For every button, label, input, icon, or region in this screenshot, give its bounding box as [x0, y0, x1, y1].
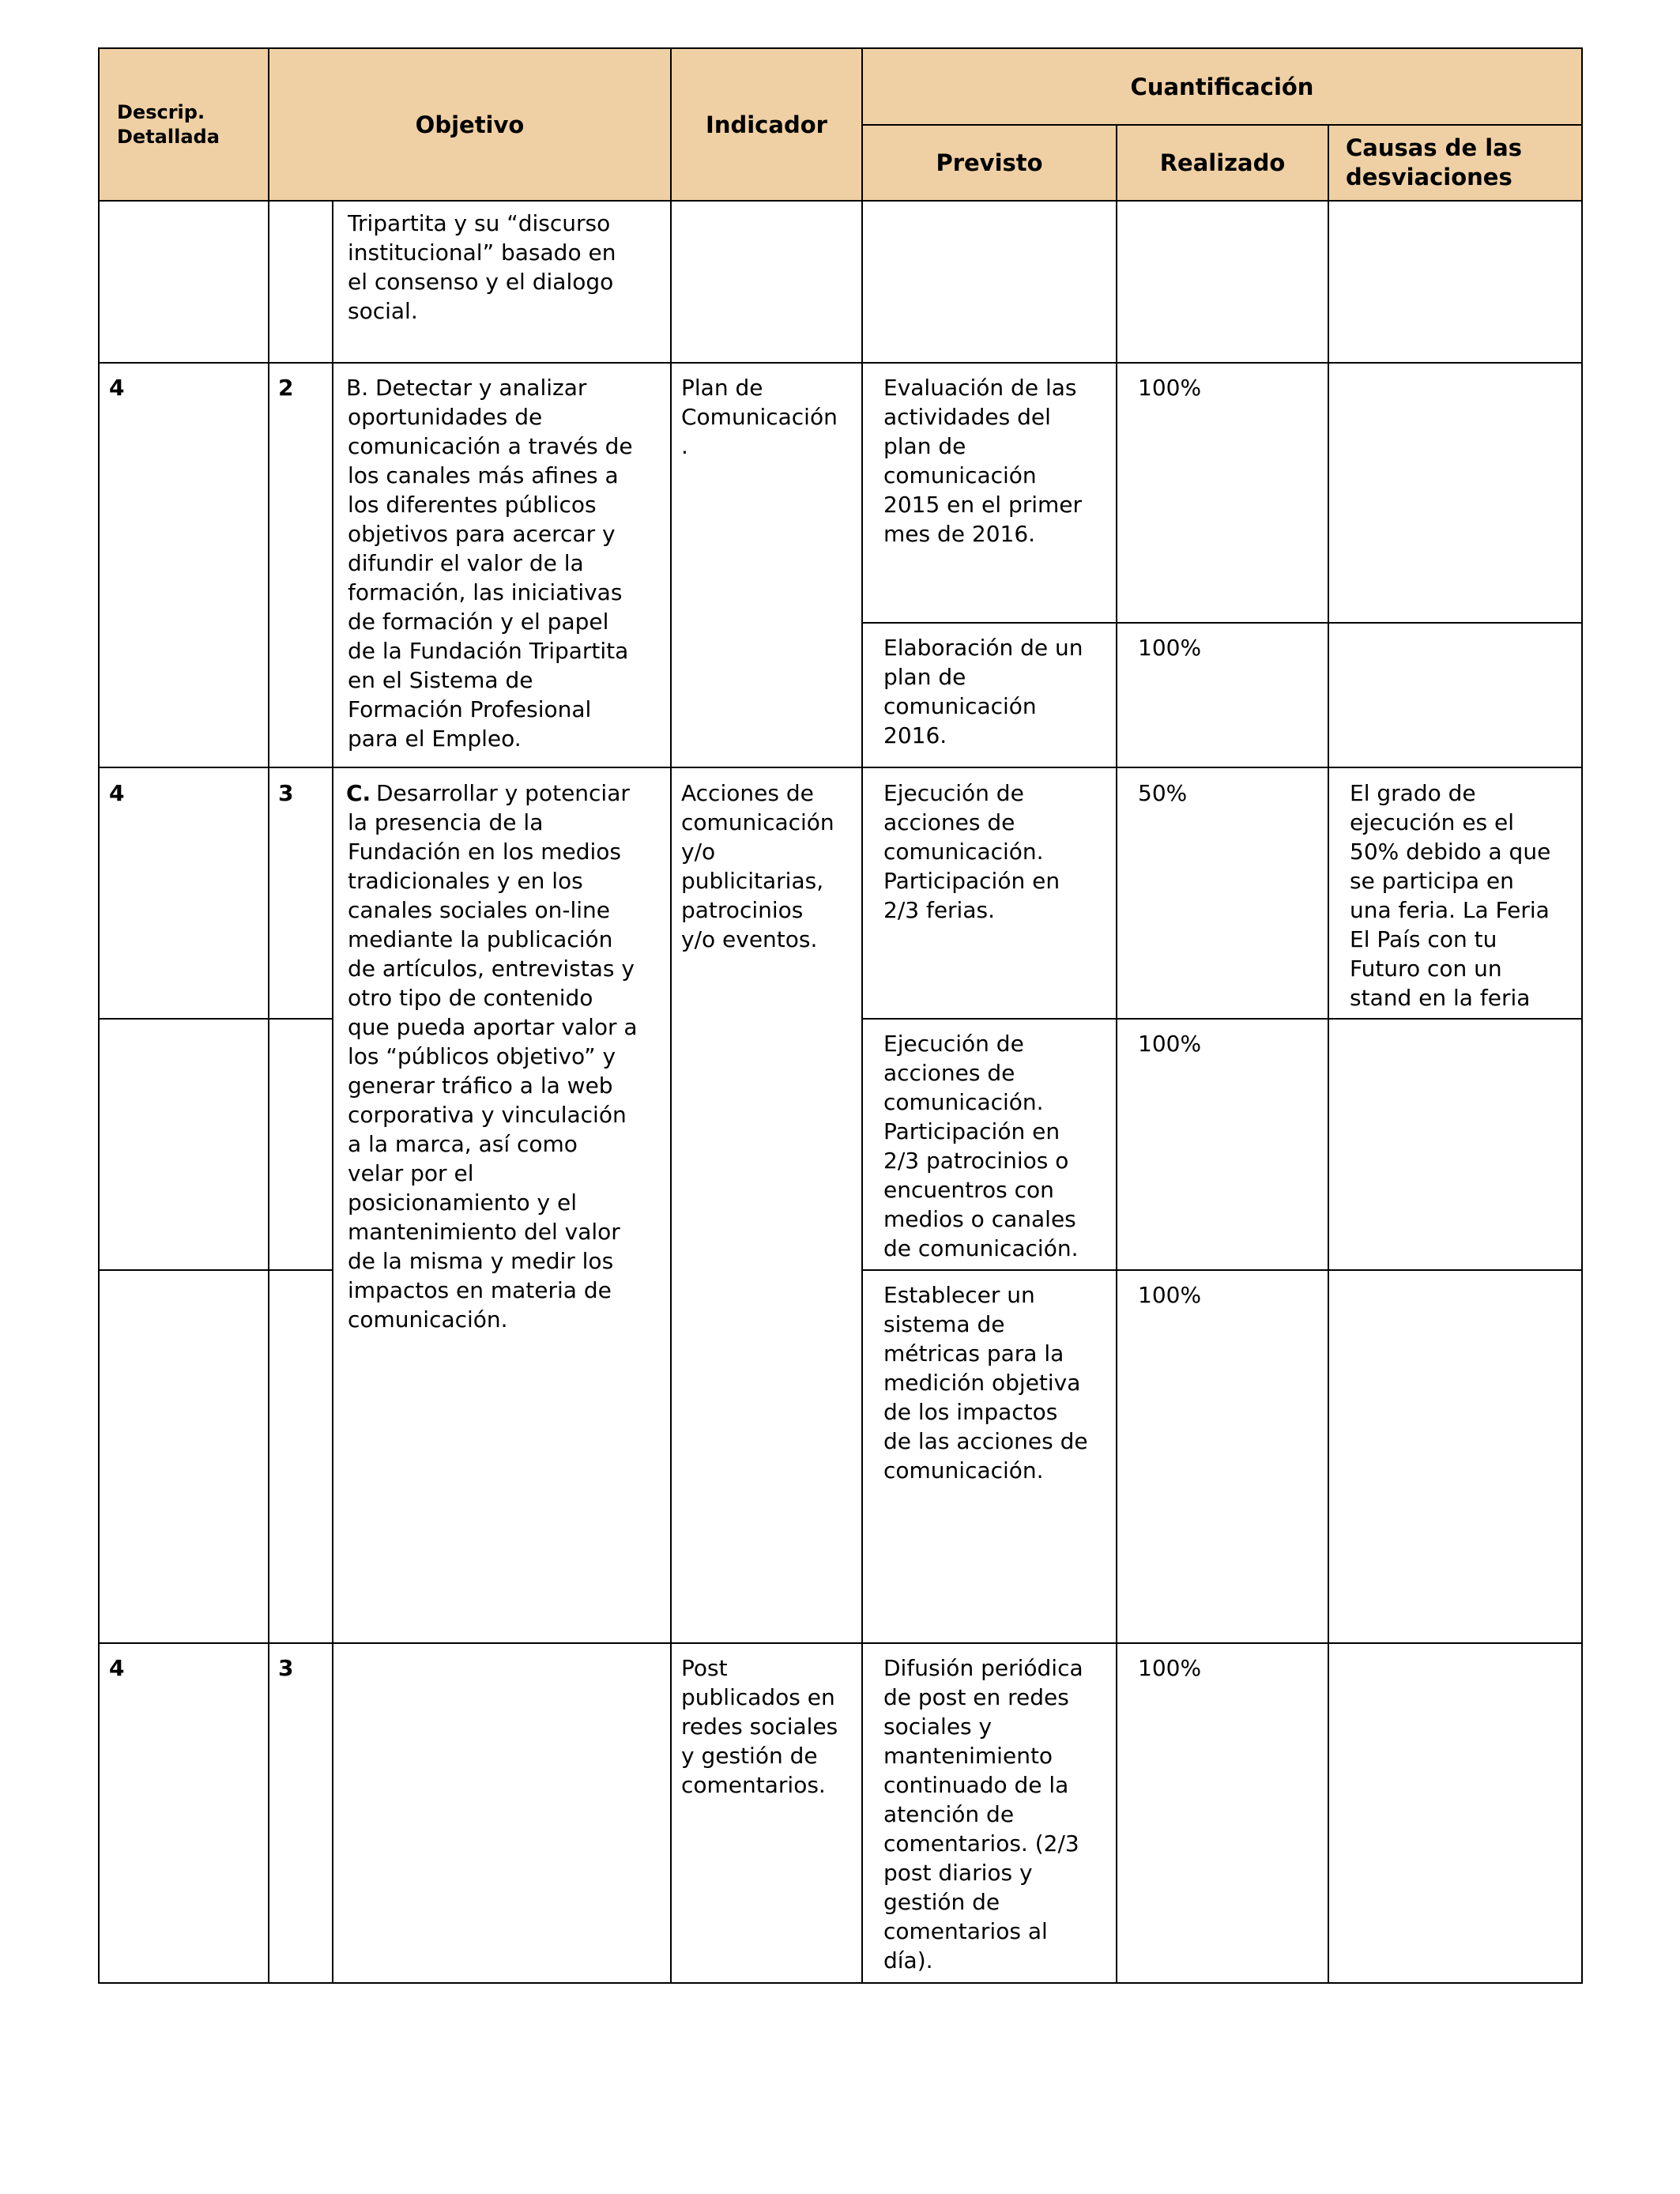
row2-indicador: Plan de Comunicación . [681, 375, 838, 459]
header-indicador: Indicador [670, 47, 863, 202]
row4-indicador: Post publicados en redes sociales y gestión de comentarios. [681, 1655, 838, 1798]
row3-previsto-1: Ejecución de acciones de comunicación. Participación en 2/3 ferias. [883, 780, 1060, 923]
header-realizado: Realizado [1116, 124, 1329, 202]
header-cuantificacion: Cuantificación [861, 47, 1583, 126]
row4-col1: 4 [109, 1655, 125, 1681]
row3-realizado-1: 50% [1138, 780, 1188, 806]
row3-previsto-2: Ejecución de acciones de comunicación. Participación en 2/3 patrocinios o encuentros con medios o canales de comunicación. [883, 1031, 1079, 1261]
row3-realizado-2: 100% [1138, 1031, 1202, 1057]
row2-objetivo-prefix: B. [346, 375, 369, 401]
row2-previsto-2: Elaboración de un plan de comunicación 2016. [883, 635, 1083, 748]
header-causas: Causas de las desviaciones [1328, 124, 1583, 202]
row4-realizado-1: 100% [1138, 1655, 1202, 1681]
row3-causas-1: El grado de ejecución es el 50% debido a que se participa en una feria. La Feria El País con tu Futuro con un stand en la feria [1350, 780, 1551, 1011]
row3-realizado-3: 100% [1138, 1282, 1202, 1308]
row4-col2: 3 [278, 1655, 294, 1681]
row1-objetivo: Tripartita y su “discurso institucional” basado en el consenso y el dialogo social. [348, 210, 616, 324]
row3-previsto-3: Establecer un sistema de métricas para la medición objetiva de los impactos de las acciones de comunicación. [883, 1282, 1088, 1483]
row3-col2: 3 [278, 780, 294, 806]
row2-realizado-2: 100% [1138, 635, 1202, 661]
row2-previsto-1: Evaluación de las actividades del plan de comunicación 2015 en el primer mes de 2016. [883, 375, 1083, 547]
row2-objetivo: Detectar y analizar oportunidades de comunicación a través de los canales más afines a los diferentes públicos objetivos para acercar y difundir el valor de la formación, las iniciativas de formación y el papel de la Fundación Tripartita en el Sistema de Formación Profesional para el Empleo. [348, 375, 633, 752]
row3-objetivo-prefix: C. [346, 780, 371, 806]
header-objetivo: Objetivo [268, 47, 672, 202]
row3-indicador: Acciones de comunicación y/o publicitarias, patrocinios y/o eventos. [681, 780, 834, 952]
row4-previsto-1: Difusión periódica de post en redes sociales y mantenimiento continuado de la atención de comentarios. (2/3 post diarios y gestión de comentarios al día). [883, 1655, 1083, 1973]
row3-col1: 4 [109, 780, 125, 806]
row2-realizado-1: 100% [1138, 375, 1202, 401]
header-previsto: Previsto [861, 124, 1117, 202]
row3-objetivo: Desarrollar y potenciar la presencia de la Fundación en los medios tradicionales y en los canales sociales on-line mediante la publicación de artículos, entrevistas y otro tipo de contenido que pueda aportar valor a los “públicos objetivo” y generar tráfico a la web corporativa y vinculación a la marca, así como velar por el posicionamiento y el mantenimiento del valor de la misma y medir los impactos en materia de comunicación. [348, 780, 638, 1333]
row2-col1: 4 [109, 375, 125, 401]
header-descrip: Descrip. Detallada [98, 47, 269, 202]
row2-col2: 2 [278, 375, 294, 401]
